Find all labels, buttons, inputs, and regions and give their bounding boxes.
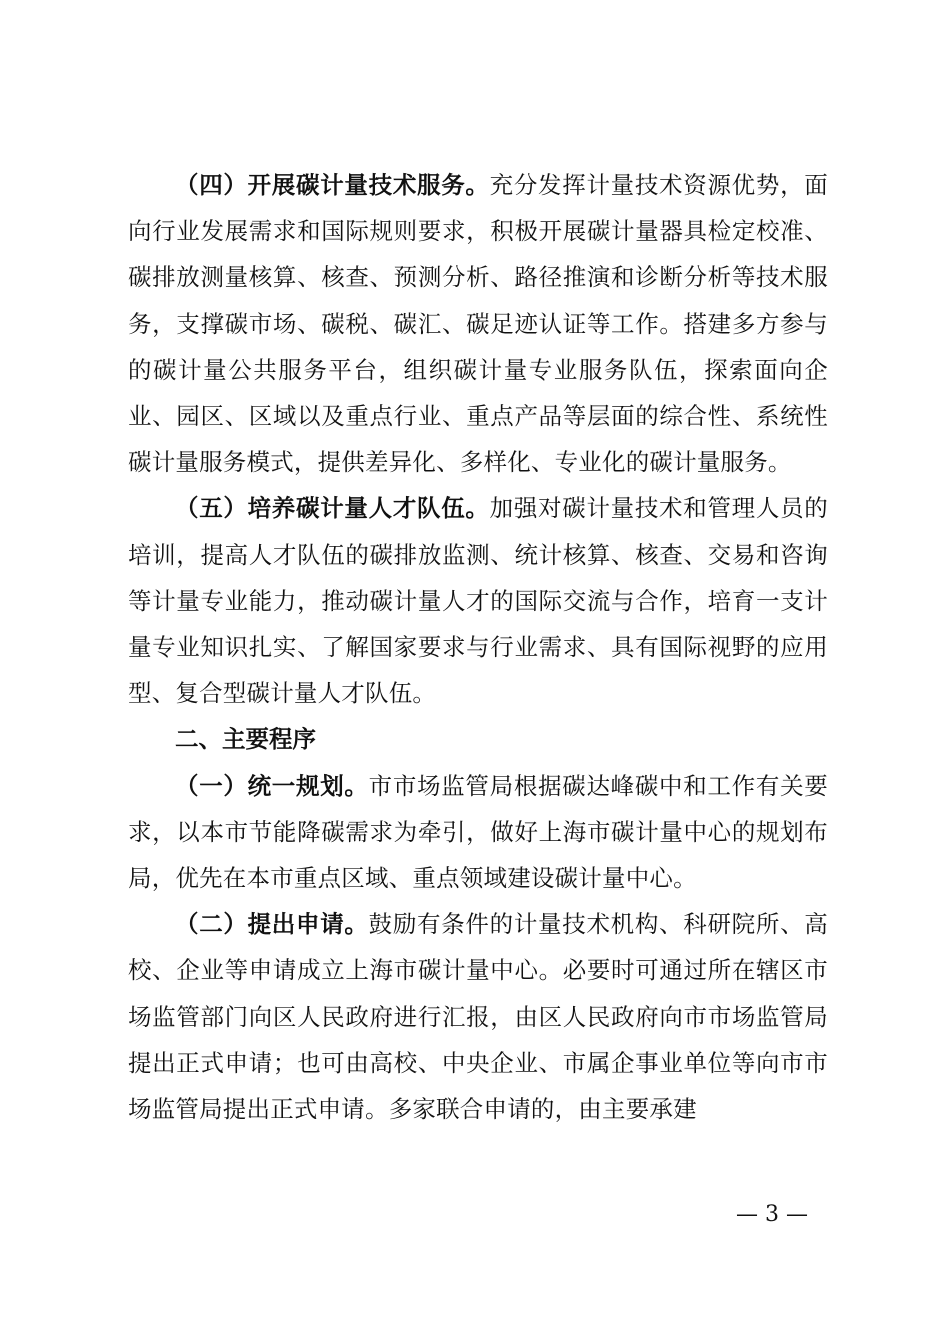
section-heading: 二、主要程序 [175, 725, 316, 754]
document-body [128, 162, 828, 1132]
paragraph-lead: （二）提出申请。 [175, 910, 369, 939]
paragraph-unified-planning [128, 763, 828, 902]
paragraph-text: 加强对碳计量技术和管理人员的培训，提高人才队伍的碳排放监测、统计核算、核查、交易和咨询等计量专业能力，推动碳计量人才的国际交流与合作，培育一支计量专业知识扎实、了解国家要求与行业需求、具有国际视野的应用型、复合型碳计量人才队伍。 [128, 494, 828, 708]
paragraph-text: 鼓励有条件的计量技术机构、科研院所、高校、企业等申请成立上海市碳计量中心。必要时可通过所在辖区市场监管部门向区人民政府进行汇报，由区人民政府向市市场监管局提出正式申请；也可由高校、中央企业、市属企事业单位等向市市场监管局提出正式申请。多家联合申请的，由主要承建 [128, 910, 828, 1124]
paragraph-carbon-technical-services [128, 162, 828, 485]
paragraph-carbon-talent [128, 485, 828, 716]
paragraph-lead: （五）培养碳计量人才队伍。 [175, 494, 490, 523]
page-number: — 3 — [736, 1202, 808, 1227]
paragraph-lead: （四）开展碳计量技术服务。 [175, 171, 490, 199]
paragraph-text: 市市场监管局根据碳达峰碳中和工作有关要求，以本市节能降碳需求为牵引，做好上海市碳计量中心的规划布局，优先在本市重点区域、重点领域建设碳计量中心。 [128, 771, 828, 893]
paragraph-lead: （一）统一规划。 [175, 771, 369, 800]
paragraph-submit-application [128, 901, 828, 1132]
paragraph-text: 充分发挥计量技术资源优势，面向行业发展需求和国际规则要求，积极开展碳计量器具检定校准、碳排放测量核算、核查、预测分析、路径推演和诊断分析等技术服务，支撑碳市场、碳税、碳汇、碳足迹认证等工作。搭建多方参与的碳计量公共服务平台，组织碳计量专业服务队伍，探索面向企业、园区、区域以及重点行业、重点产品等层面的综合性、系统性碳计量服务模式，提供差异化、多样化、专业化的碳计量服务。 [128, 171, 828, 477]
